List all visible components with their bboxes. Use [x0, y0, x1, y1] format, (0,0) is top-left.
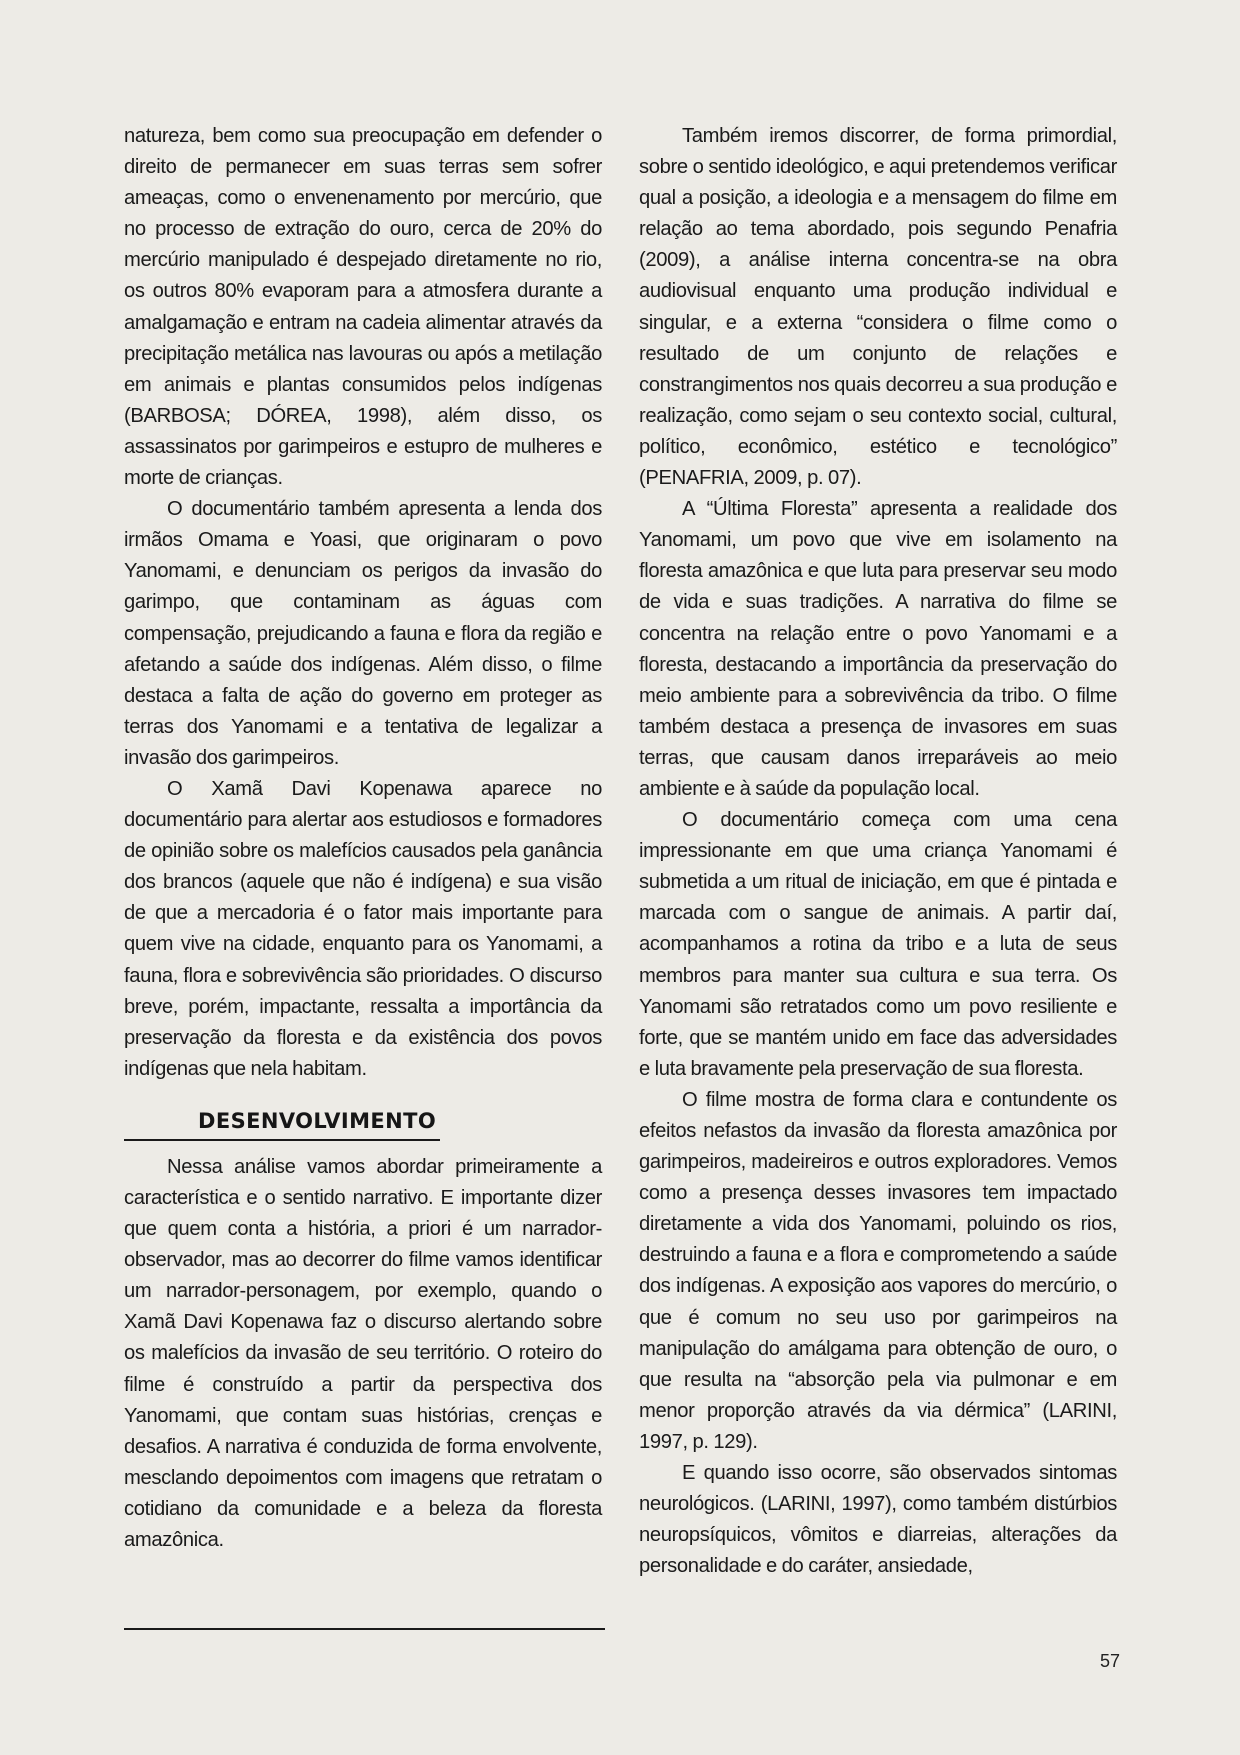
paragraph-ideological-sense: Também iremos discorrer, de forma primordial, sobre o sentido ideológico, e aqui pretendemos verificar qual a posição, a ideologia e a mensagem do filme em relação ao tema abordado, pois segundo Penafria (2009), a análise interna concentra-se na obra audiovisual enquanto uma produção individual e singular, e a externa “considera o filme como o resultado de um conjunto de relações e constrangimentos nos quais decorreu a sua produção e realização, como sejam o seu contexto social, cultural, político, econômico, estético e tecnológico” (PENAFRIA, 2009, p. 07). [639, 125, 1117, 490]
paragraph-invasion-effects: O filme mostra de forma clara e contundente os efeitos nefastos da invasão da floresta amazônica por garimpeiros, madeireiros e outros exploradores. Vemos como a presença desses invasores tem impactado diretamente a vida dos Yanomami, poluindo os rios, destruindo a fauna e a flora e comprometendo a saúde dos indígenas. A exposição aos vapores do mercúrio, o que é comum no seu uso por garimpeiros na manipulação do amálgama para obtenção de ouro, o que resulta na “absorção pela via pulmonar e em menor proporção através da via dérmica” (LARINI, 1997, p. 129). [639, 1088, 1117, 1453]
paragraph-opening-scene: O documentário começa com uma cena impressionante em que uma criança Yanomami é submetida a um ritual de iniciação, em que é pintada e marcada com o sangue de animais. A partir daí, acompanhamos a rotina da tribo e a luta de seus membros para manter sua cultura e sua terra. Os Yanomami são retratados como um povo resiliente e forte, que se mantém unido em face das adversidades e luta bravamente pela preservação de sua floresta. [639, 809, 1117, 1080]
paragraph-continuation: natureza, bem como sua preocupação em defender o direito de permanecer em suas terras sem sofrer ameaças, como o envenenamento por mercúrio, que no processo de extração do ouro, cerca de 20% do mercúrio manipulado é despejado diretamente no rio, os outros 80% evaporam para a atmosfera durante a amalgamação e entram na cadeia alimentar através da precipitação metálica nas lavouras ou após a metilação em animais e plantas consumidos pelos indígenas (BARBOSA; DÓREA, 1998), além disso, os assassinatos por garimpeiros e estupro de mulheres e morte de crianças. [124, 125, 602, 490]
paragraph-davi-kopenawa: O Xamã Davi Kopenawa aparece no documentário para alertar aos estudiosos e formadores de opinião sobre os malefícios causados pela ganância dos brancos (aquele que não é indígena) e sua visão de que a mercadoria é o fator mais importante para quem vive na cidade, enquanto para os Yanomami, a fauna, flora e sobrevivência são prioridades. O discurso breve, porém, impactante, ressalta a importância da preservação da floresta e da existência dos povos indígenas que nela habitam. [124, 777, 602, 1080]
footer-divider [124, 1628, 605, 1630]
right-column [639, 121, 1117, 1582]
section-heading: DESENVOLVIMENTO [198, 1108, 437, 1133]
page-number: 57 [1099, 1651, 1120, 1671]
paragraph-symptoms: E quando isso ocorre, são observados sintomas neurológicos. (LARINI, 1997), como também distúrbios neuropsíquicos, vômitos e diarreias, alterações da personalidade e do caráter, ansiedade, [639, 1462, 1117, 1578]
paragraph-narrative-analysis: Nessa análise vamos abordar primeiramente a característica e o sentido narrativo. E importante dizer que quem conta a história, a priori é um narrador-observador, mas ao decorrer do filme vamos identificar um narrador-personagem, por exemplo, quando o Xamã Davi Kopenawa faz o discurso alertando sobre os malefícios da invasão de seu território. O roteiro do filme é construído a partir da perspectiva dos Yanomami, que contam suas histórias, crenças e desafios. A narrativa é conduzida de forma envolvente, mesclando depoimentos com imagens que retratam o cotidiano da comunidade e a beleza da floresta amazônica. [124, 1155, 602, 1552]
paragraph-ultima-floresta: A “Última Floresta” apresenta a realidade dos Yanomami, um povo que vive em isolamento na floresta amazônica e que luta para preservar seu modo de vida e suas tradições. A narrativa do filme se concentra na relação entre o povo Yanomami e a floresta, destacando a importância da preservação do meio ambiente para a sobrevivência da tribo. O filme também destaca a presença de invasores em suas terras, que causam danos irreparáveis ao meio ambiente e à saúde da população local. [639, 498, 1117, 800]
paragraph-omama-yoasi: O documentário também apresenta a lenda dos irmãos Omama e Yoasi, que originaram o povo Yanomami, e denunciam os perigos da invasão do garimpo, que contaminam as águas com compensação, prejudicando a fauna e flora da região e afetando a saúde dos indígenas. Além disso, o filme destaca a falta de ação do governo em proteger as terras dos Yanomami e a tentativa de legalizar a invasão dos garimpeiros. [124, 498, 602, 769]
left-column [124, 121, 602, 1556]
section-heading-block [124, 1108, 440, 1141]
